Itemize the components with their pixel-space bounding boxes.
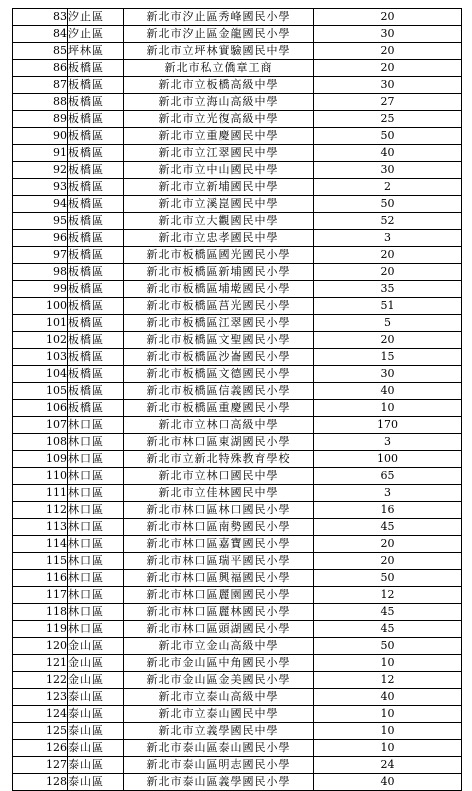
district-cell: 板橋區 [68,196,124,213]
school-name-cell: 新北市林口區頭湖國民小學 [124,621,314,638]
table-row [13,485,462,502]
count-cell: 12 [314,587,462,604]
school-name-cell: 新北市板橋區信義國民小學 [124,383,314,400]
school-name-cell: 新北市板橋區沙崙國民小學 [124,349,314,366]
school-name-cell: 新北市立光復高級中學 [124,111,314,128]
count-cell: 27 [314,94,462,111]
row-number-cell: 92 [13,162,68,179]
district-cell: 泰山區 [68,689,124,706]
school-name-cell: 新北市立泰山國民中學 [124,706,314,723]
table-row [13,111,462,128]
count-cell: 3 [314,434,462,451]
district-cell: 汐止區 [68,26,124,43]
school-name-cell: 新北市板橋區新埔國民小學 [124,264,314,281]
row-number-cell: 101 [13,315,68,332]
table-row [13,298,462,315]
count-cell: 50 [314,128,462,145]
district-cell: 板橋區 [68,179,124,196]
table-row [13,502,462,519]
table-row [13,740,462,757]
count-cell: 20 [314,536,462,553]
count-cell: 15 [314,349,462,366]
district-cell: 板橋區 [68,162,124,179]
district-cell: 板橋區 [68,400,124,417]
district-cell: 板橋區 [68,349,124,366]
table-row [13,179,462,196]
count-cell: 51 [314,298,462,315]
count-cell: 30 [314,26,462,43]
row-number-cell: 95 [13,213,68,230]
row-number-cell: 87 [13,77,68,94]
district-cell: 板橋區 [68,315,124,332]
district-cell: 泰山區 [68,774,124,791]
school-name-cell: 新北市立忠孝國民中學 [124,230,314,247]
school-name-cell: 新北市板橋區文聖國民小學 [124,332,314,349]
table-row [13,672,462,689]
row-number-cell: 128 [13,774,68,791]
count-cell: 10 [314,740,462,757]
school-name-cell: 新北市林口區東湖國民小學 [124,434,314,451]
table-body [13,9,462,791]
row-number-cell: 114 [13,536,68,553]
school-name-cell: 新北市立義學國民中學 [124,723,314,740]
table-row [13,349,462,366]
school-name-cell: 新北市板橋區重慶國民小學 [124,400,314,417]
school-name-cell: 新北市板橋區文德國民小學 [124,366,314,383]
row-number-cell: 99 [13,281,68,298]
school-name-cell: 新北市立林口國民中學 [124,468,314,485]
count-cell: 20 [314,264,462,281]
row-number-cell: 89 [13,111,68,128]
district-cell: 金山區 [68,655,124,672]
row-number-cell: 106 [13,400,68,417]
count-cell: 45 [314,621,462,638]
table-row [13,315,462,332]
district-cell: 林口區 [68,468,124,485]
school-name-cell: 新北市立泰山高級中學 [124,689,314,706]
row-number-cell: 118 [13,604,68,621]
school-name-cell: 新北市立重慶國民中學 [124,128,314,145]
school-name-cell: 新北市立新埔國民中學 [124,179,314,196]
row-number-cell: 86 [13,60,68,77]
table-row [13,247,462,264]
row-number-cell: 105 [13,383,68,400]
district-cell: 林口區 [68,587,124,604]
district-cell: 板橋區 [68,383,124,400]
row-number-cell: 100 [13,298,68,315]
table-row [13,77,462,94]
table-row [13,162,462,179]
count-cell: 3 [314,230,462,247]
district-cell: 林口區 [68,570,124,587]
row-number-cell: 93 [13,179,68,196]
district-cell: 板橋區 [68,145,124,162]
table-row [13,451,462,468]
count-cell: 30 [314,162,462,179]
table-row [13,366,462,383]
count-cell: 10 [314,400,462,417]
table-row [13,570,462,587]
count-cell: 50 [314,196,462,213]
table-row [13,9,462,26]
row-number-cell: 108 [13,434,68,451]
table-row [13,60,462,77]
count-cell: 20 [314,247,462,264]
school-name-cell: 新北市立大觀國民中學 [124,213,314,230]
row-number-cell: 125 [13,723,68,740]
table-row [13,468,462,485]
school-name-cell: 新北市立金山高級中學 [124,638,314,655]
row-number-cell: 94 [13,196,68,213]
count-cell: 100 [314,451,462,468]
district-cell: 林口區 [68,536,124,553]
school-name-cell: 新北市汐止區秀峰國民小學 [124,9,314,26]
row-number-cell: 83 [13,9,68,26]
district-cell: 板橋區 [68,213,124,230]
table-row [13,621,462,638]
district-cell: 板橋區 [68,366,124,383]
count-cell: 45 [314,604,462,621]
table-row [13,689,462,706]
row-number-cell: 112 [13,502,68,519]
count-cell: 3 [314,485,462,502]
count-cell: 40 [314,774,462,791]
school-name-cell: 新北市立海山高級中學 [124,94,314,111]
school-name-cell: 新北市金山區中角國民小學 [124,655,314,672]
table-row [13,281,462,298]
district-cell: 板橋區 [68,60,124,77]
district-cell: 板橋區 [68,298,124,315]
row-number-cell: 107 [13,417,68,434]
district-cell: 林口區 [68,519,124,536]
count-cell: 20 [314,332,462,349]
row-number-cell: 110 [13,468,68,485]
count-cell: 30 [314,77,462,94]
school-name-cell: 新北市林口區瑞平國民小學 [124,553,314,570]
table-row [13,604,462,621]
row-number-cell: 113 [13,519,68,536]
row-number-cell: 121 [13,655,68,672]
district-cell: 林口區 [68,604,124,621]
school-name-cell: 新北市立坪林實驗國民中學 [124,43,314,60]
table-row [13,128,462,145]
school-name-cell: 新北市林口區林口國民小學 [124,502,314,519]
table-row [13,638,462,655]
school-name-cell: 新北市林口區南勢國民小學 [124,519,314,536]
count-cell: 40 [314,383,462,400]
count-cell: 40 [314,145,462,162]
row-number-cell: 90 [13,128,68,145]
school-quota-table [12,8,462,791]
district-cell: 泰山區 [68,740,124,757]
school-name-cell: 新北市林口區麗園國民小學 [124,587,314,604]
district-cell: 板橋區 [68,77,124,94]
count-cell: 10 [314,723,462,740]
school-name-cell: 新北市板橋區埔墘國民小學 [124,281,314,298]
school-name-cell: 新北市立佳林國民中學 [124,485,314,502]
count-cell: 52 [314,213,462,230]
row-number-cell: 111 [13,485,68,502]
table-row [13,264,462,281]
row-number-cell: 127 [13,757,68,774]
row-number-cell: 98 [13,264,68,281]
school-name-cell: 新北市板橋區莒光國民小學 [124,298,314,315]
table-row [13,723,462,740]
district-cell: 林口區 [68,485,124,502]
count-cell: 20 [314,553,462,570]
school-name-cell: 新北市私立僑章工商 [124,60,314,77]
count-cell: 65 [314,468,462,485]
row-number-cell: 126 [13,740,68,757]
table-row [13,400,462,417]
row-number-cell: 116 [13,570,68,587]
school-name-cell: 新北市金山區金美國民小學 [124,672,314,689]
row-number-cell: 91 [13,145,68,162]
school-name-cell: 新北市板橋區江翠國民小學 [124,315,314,332]
district-cell: 泰山區 [68,723,124,740]
row-number-cell: 119 [13,621,68,638]
table-row [13,757,462,774]
table-row [13,587,462,604]
table-row [13,383,462,400]
table-row [13,196,462,213]
table-row [13,26,462,43]
district-cell: 板橋區 [68,230,124,247]
district-cell: 坪林區 [68,43,124,60]
district-cell: 泰山區 [68,757,124,774]
row-number-cell: 115 [13,553,68,570]
table-row [13,519,462,536]
school-name-cell: 新北市立新北特殊教育學校 [124,451,314,468]
row-number-cell: 109 [13,451,68,468]
count-cell: 10 [314,655,462,672]
count-cell: 20 [314,9,462,26]
district-cell: 板橋區 [68,332,124,349]
school-name-cell: 新北市泰山區明志國民小學 [124,757,314,774]
table-row [13,706,462,723]
count-cell: 5 [314,315,462,332]
table-row [13,536,462,553]
table-row [13,145,462,162]
district-cell: 林口區 [68,417,124,434]
table-row [13,230,462,247]
row-number-cell: 88 [13,94,68,111]
table-row [13,655,462,672]
count-cell: 20 [314,60,462,77]
school-name-cell: 新北市泰山區義學國民小學 [124,774,314,791]
row-number-cell: 102 [13,332,68,349]
district-cell: 汐止區 [68,9,124,26]
table-row [13,213,462,230]
district-cell: 林口區 [68,553,124,570]
count-cell: 25 [314,111,462,128]
school-name-cell: 新北市立江翠國民中學 [124,145,314,162]
table-row [13,774,462,791]
district-cell: 板橋區 [68,111,124,128]
table-row [13,417,462,434]
district-cell: 板橋區 [68,264,124,281]
document-page [12,8,461,791]
count-cell: 50 [314,638,462,655]
district-cell: 林口區 [68,621,124,638]
district-cell: 板橋區 [68,247,124,264]
district-cell: 金山區 [68,638,124,655]
school-name-cell: 新北市汐止區金龍國民小學 [124,26,314,43]
row-number-cell: 97 [13,247,68,264]
school-name-cell: 新北市立溪崑國民中學 [124,196,314,213]
row-number-cell: 117 [13,587,68,604]
school-name-cell: 新北市立中山國民中學 [124,162,314,179]
count-cell: 24 [314,757,462,774]
table-row [13,94,462,111]
table-row [13,553,462,570]
district-cell: 泰山區 [68,706,124,723]
district-cell: 金山區 [68,672,124,689]
count-cell: 50 [314,570,462,587]
count-cell: 170 [314,417,462,434]
count-cell: 16 [314,502,462,519]
district-cell: 林口區 [68,434,124,451]
school-name-cell: 新北市泰山區泰山國民小學 [124,740,314,757]
row-number-cell: 103 [13,349,68,366]
school-name-cell: 新北市林口區嘉寶國民小學 [124,536,314,553]
row-number-cell: 104 [13,366,68,383]
count-cell: 40 [314,689,462,706]
row-number-cell: 123 [13,689,68,706]
table-row [13,434,462,451]
school-name-cell: 新北市板橋區國光國民小學 [124,247,314,264]
table-row [13,43,462,60]
table-row [13,332,462,349]
school-name-cell: 新北市立林口高級中學 [124,417,314,434]
row-number-cell: 122 [13,672,68,689]
district-cell: 板橋區 [68,94,124,111]
count-cell: 45 [314,519,462,536]
count-cell: 12 [314,672,462,689]
count-cell: 2 [314,179,462,196]
school-name-cell: 新北市林口區麗林國民小學 [124,604,314,621]
count-cell: 20 [314,43,462,60]
district-cell: 板橋區 [68,128,124,145]
school-name-cell: 新北市林口區興福國民小學 [124,570,314,587]
district-cell: 林口區 [68,451,124,468]
row-number-cell: 120 [13,638,68,655]
row-number-cell: 96 [13,230,68,247]
row-number-cell: 84 [13,26,68,43]
count-cell: 30 [314,366,462,383]
school-name-cell: 新北市立板橋高級中學 [124,77,314,94]
count-cell: 35 [314,281,462,298]
row-number-cell: 124 [13,706,68,723]
district-cell: 林口區 [68,502,124,519]
row-number-cell: 85 [13,43,68,60]
district-cell: 板橋區 [68,281,124,298]
count-cell: 10 [314,706,462,723]
